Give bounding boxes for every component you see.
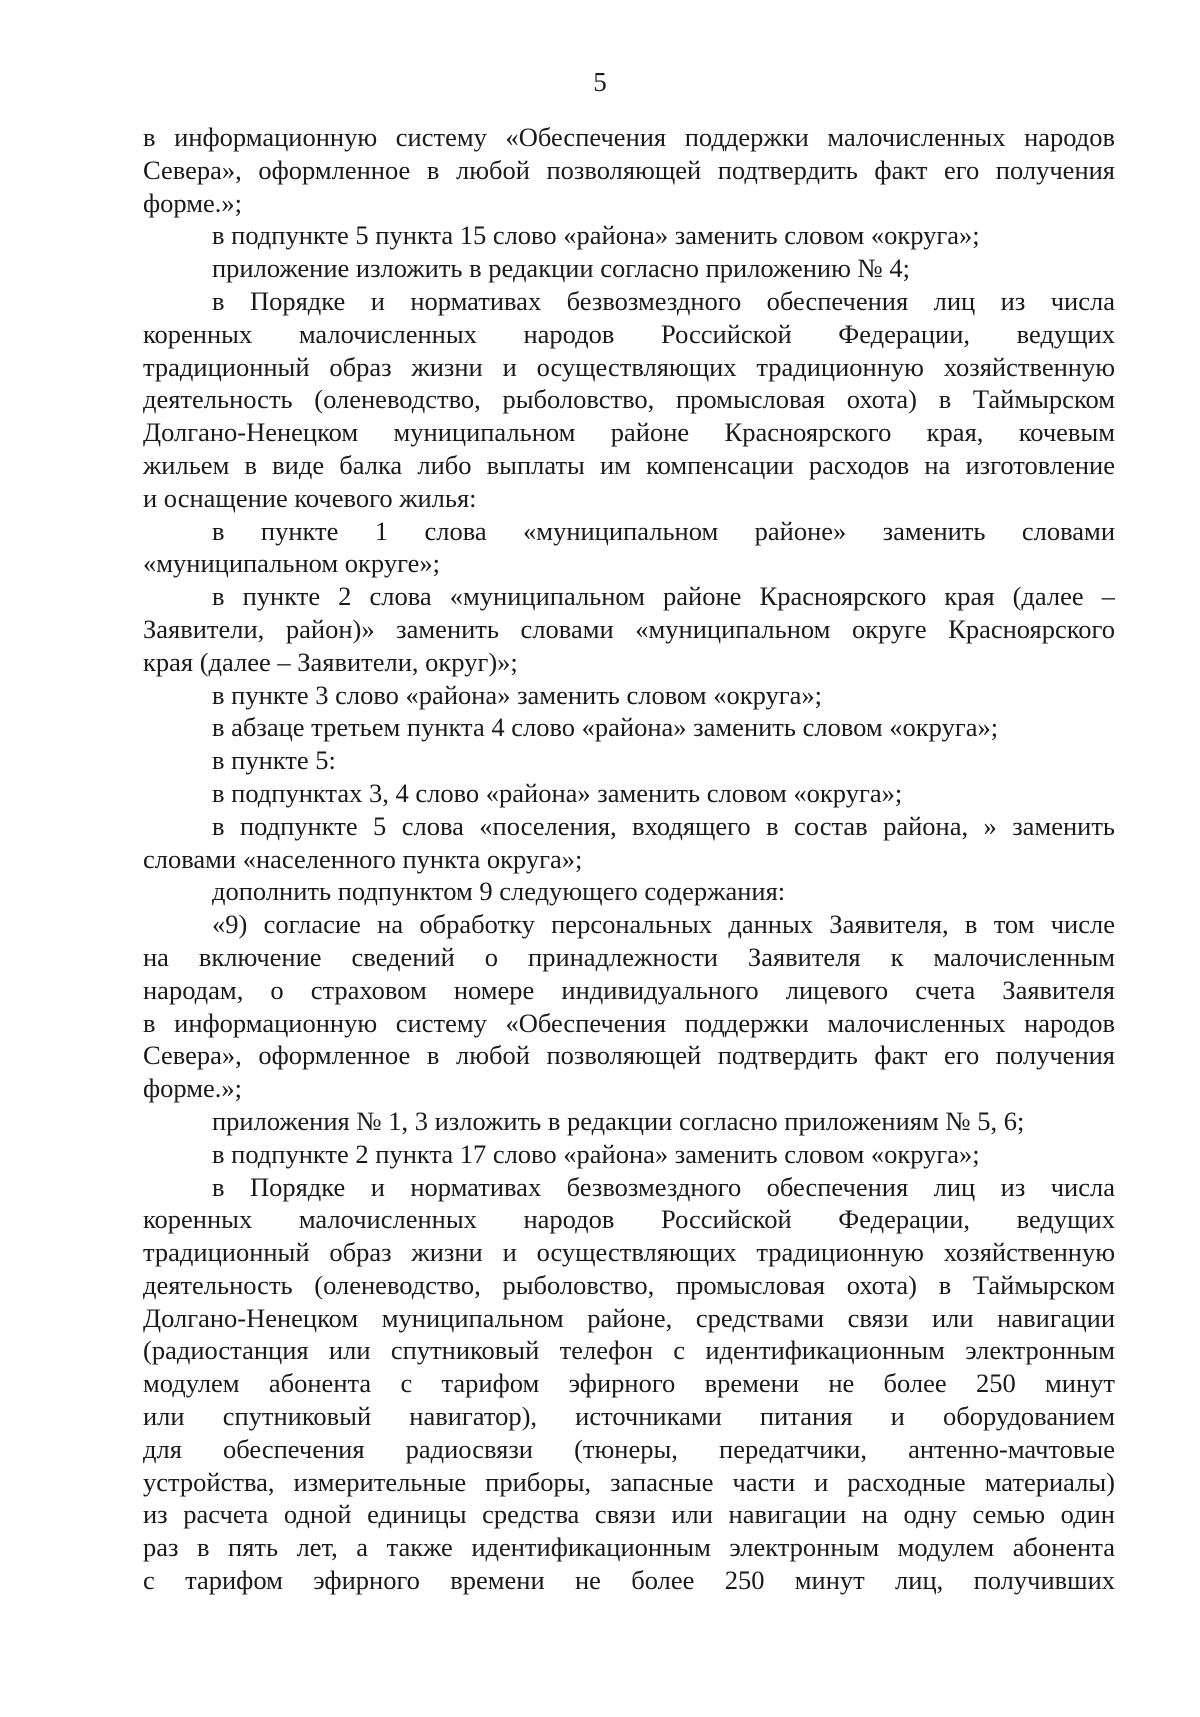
text-line: в подпункте 5 пункта 15 слово «района» заменить словом «округа»;: [212, 220, 980, 251]
text-line: коренных малочисленных народов Российской Федерации, ведущих: [143, 318, 1115, 349]
text-line: Заявители, район)» заменить словами «муниципальном округе Красноярского: [143, 613, 1115, 644]
text-line: дополнить подпунктом 9 следующего содержания:: [212, 876, 786, 907]
text-line: края (далее – Заявители, округ)»;: [143, 646, 518, 677]
text-line: в пункте 2 слова «муниципальном районе Красноярского края (далее –: [212, 581, 1115, 612]
text-line: модулем абонента с тарифом эфирного времени не более 250 минут: [143, 1368, 1115, 1399]
text-line: Долгано-Ненецком муниципальном районе, средствами связи или навигации: [143, 1302, 1115, 1333]
text-line: или спутниковый навигатор), источниками питания и оборудованием: [143, 1401, 1115, 1432]
text-line: в пункте 5:: [212, 745, 336, 776]
text-line: в пункте 3 слово «района» заменить словом «округа»;: [212, 679, 822, 710]
text-line: в Порядке и нормативах безвозмездного обеспечения лиц из числа: [212, 1171, 1115, 1202]
text-line: деятельность (оленеводство, рыболовство, промысловая охота) в Таймырском: [143, 1269, 1115, 1300]
text-line: для обеспечения радиосвязи (тюнеры, передатчики, антенно-мачтовые: [143, 1433, 1115, 1464]
text-line: с тарифом эфирного времени не более 250 минут лиц, получивших: [143, 1565, 1115, 1596]
text-line: раз в пять лет, а также идентификационным электронным модулем абонента: [143, 1532, 1115, 1563]
text-line: в подпункте 2 пункта 17 слово «района» заменить словом «округа»;: [212, 1138, 980, 1169]
text-line: народам, о страховом номере индивидуального лицевого счета Заявителя: [143, 974, 1115, 1005]
text-line: приложения № 1, 3 изложить в редакции согласно приложениям № 5, 6;: [212, 1105, 1025, 1136]
text-line: форме.»;: [143, 187, 243, 218]
text-line: и оснащение кочевого жилья:: [143, 482, 477, 513]
text-line: традиционный образ жизни и осуществляющих традиционную хозяйственную: [143, 351, 1115, 382]
text-line: в подпункте 5 слова «поселения, входящего в состав района, » заменить: [212, 810, 1115, 841]
text-line: (радиостанция или спутниковый телефон с идентификационным электронным: [143, 1335, 1115, 1366]
text-line: форме.»;: [143, 1073, 243, 1104]
text-line: в информационную систему «Обеспечения поддержки малочисленных народов: [143, 1007, 1115, 1038]
text-line: в подпунктах 3, 4 слово «района» заменить словом «округа»;: [212, 777, 903, 808]
text-line: в информационную систему «Обеспечения поддержки малочисленных народов: [143, 122, 1115, 152]
text-line: жильем в виде балка либо выплаты им компенсации расходов на изготовление: [143, 449, 1115, 480]
text-line: приложение изложить в редакции согласно приложению № 4;: [212, 253, 911, 284]
text-line: традиционный образ жизни и осуществляющих традиционную хозяйственную: [143, 1237, 1115, 1268]
text-line: Севера», оформленное в любой позволяющей подтвердить факт его получения: [143, 154, 1115, 185]
text-line: устройства, измерительные приборы, запасные части и расходные материалы): [143, 1466, 1115, 1497]
text-line: «9) согласие на обработку персональных данных Заявителя, в том числе: [212, 909, 1115, 940]
text-line: из расчета одной единицы средства связи или навигации на одну семью один: [143, 1499, 1115, 1530]
text-line: словами «населенного пункта округа»;: [143, 843, 583, 874]
text-line: деятельность (оленеводство, рыболовство, промысловая охота) в Таймырском: [143, 384, 1115, 415]
document-body: [143, 121, 1115, 1597]
text-line: в Порядке и нормативах безвозмездного обеспечения лиц из числа: [212, 285, 1115, 316]
text-line: коренных малочисленных народов Российской Федерации, ведущих: [143, 1204, 1115, 1235]
text-line: Долгано-Ненецком муниципальном районе Красноярского края, кочевым: [143, 417, 1115, 448]
text-line: в абзаце третьем пункта 4 слово «района» заменить словом «округа»;: [212, 712, 999, 743]
text-line: «муниципальном округе»;: [143, 548, 440, 579]
text-line: в пункте 1 слова «муниципальном районе» заменить словами: [212, 515, 1115, 546]
text-line: Севера», оформленное в любой позволяющей подтвердить факт его получения: [143, 1040, 1115, 1071]
page-number: 5: [593, 67, 607, 97]
text-line: на включение сведений о принадлежности Заявителя к малочисленным: [143, 941, 1115, 972]
